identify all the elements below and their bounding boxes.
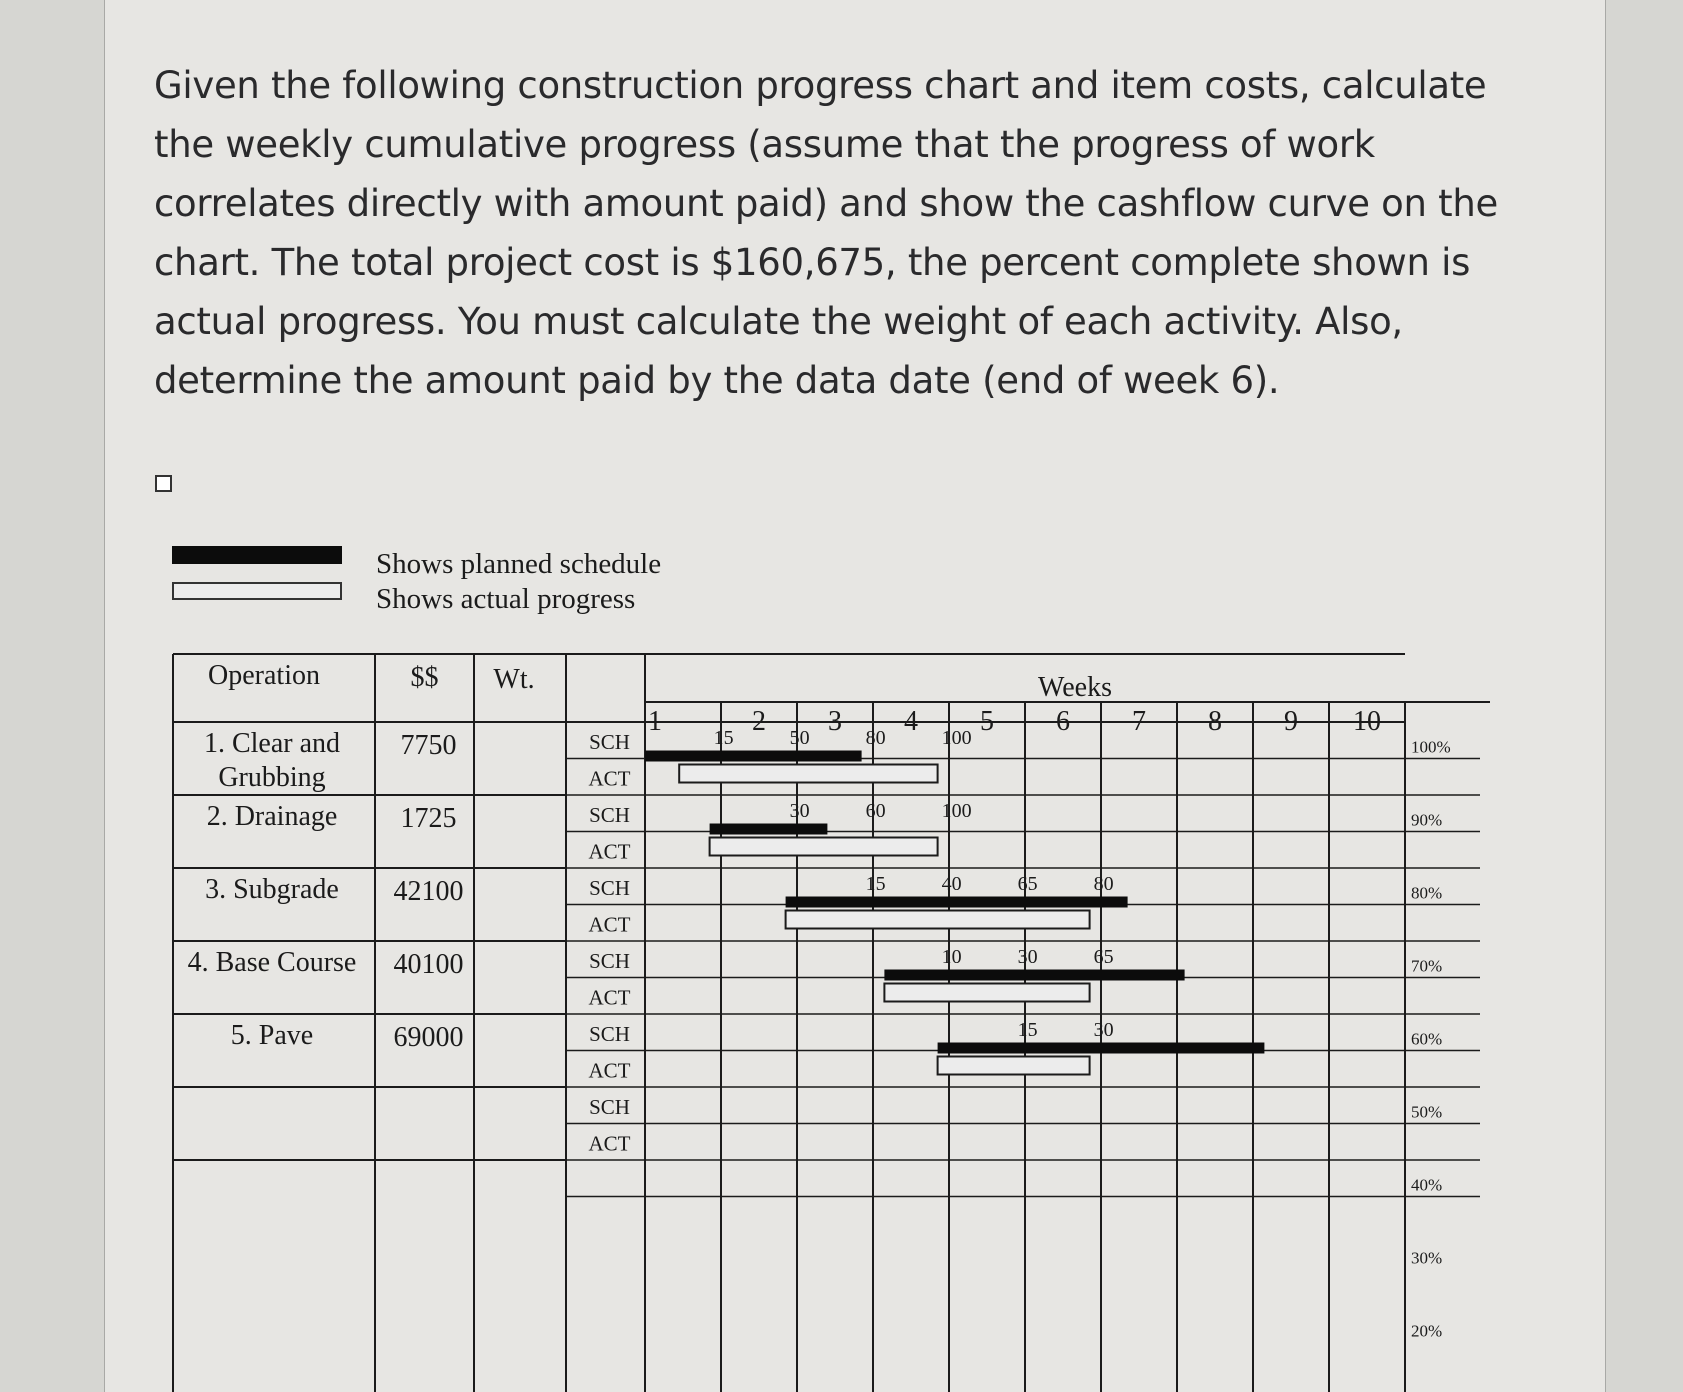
row-type-sch: SCH — [589, 876, 630, 900]
percent-complete-label: 10 — [941, 946, 962, 968]
row-type-sch: SCH — [589, 803, 630, 827]
percent-complete-label: 65 — [1093, 946, 1114, 968]
percent-complete-label: 15 — [1017, 1019, 1038, 1041]
schedule-bar — [645, 751, 862, 762]
row-type-act: ACT — [588, 766, 631, 791]
schedule-bar — [884, 970, 1184, 981]
operation-name: 4. Base Course — [187, 947, 357, 978]
row-type-sch: SCH — [589, 730, 630, 754]
week-number-1: 1 — [648, 706, 662, 737]
row-type-act: ACT — [588, 912, 631, 937]
operation-cost: 1725 — [400, 803, 457, 834]
legend-actual-label: Shows actual progress — [376, 583, 636, 615]
cumulative-percent-label: 20% — [1411, 1321, 1443, 1341]
weight-header: Wt. — [493, 664, 535, 695]
percent-complete-label: 100 — [941, 800, 972, 822]
operation-name: 2. Drainage — [206, 801, 338, 832]
cumulative-percent-label: 30% — [1411, 1248, 1443, 1268]
cumulative-percent-label: 80% — [1411, 883, 1443, 903]
percent-complete-label: 60 — [865, 800, 886, 822]
percent-complete-label: 50 — [789, 727, 810, 749]
legend-planned-label: Shows planned schedule — [376, 548, 662, 580]
row-type-act: ACT — [588, 1131, 631, 1156]
week-number-4: 4 — [904, 706, 918, 737]
cumulative-percent-label: 90% — [1411, 810, 1443, 830]
operation-name: 3. Subgrade — [205, 874, 339, 905]
percent-complete-label: 15 — [865, 873, 886, 895]
week-number-9: 9 — [1284, 706, 1298, 737]
operation-cost: 40100 — [393, 949, 464, 980]
row-type-act: ACT — [588, 1058, 631, 1083]
cost-header: $$ — [410, 662, 439, 693]
schedule-bar — [786, 897, 1128, 908]
row-type-act: ACT — [588, 985, 631, 1010]
operation-name: Grubbing — [218, 762, 326, 793]
percent-complete-label: 65 — [1017, 873, 1038, 895]
row-type-sch: SCH — [589, 1095, 630, 1119]
row-type-sch: SCH — [589, 1022, 630, 1046]
actual-progress-bar — [938, 1057, 1090, 1075]
operation-cost: 42100 — [393, 876, 464, 907]
actual-progress-bar — [884, 984, 1089, 1002]
row-type-sch: SCH — [589, 949, 630, 973]
percent-complete-label: 80 — [1093, 873, 1114, 895]
percent-complete-label: 30 — [1093, 1019, 1114, 1041]
week-number-2: 2 — [752, 706, 766, 737]
weeks-header: Weeks — [1038, 672, 1112, 703]
schedule-bar — [938, 1043, 1265, 1054]
week-number-7: 7 — [1132, 706, 1146, 737]
schedule-bar — [710, 824, 828, 835]
percent-complete-label: 30 — [789, 800, 810, 822]
operation-header: Operation — [208, 660, 320, 691]
operation-cost: 7750 — [400, 730, 457, 761]
percent-complete-label: 100 — [941, 727, 972, 749]
actual-progress-bar — [710, 838, 938, 856]
week-number-8: 8 — [1208, 706, 1222, 737]
cumulative-percent-label: 60% — [1411, 1029, 1443, 1049]
week-number-6: 6 — [1056, 706, 1070, 737]
actual-progress-bar — [679, 765, 937, 783]
percent-complete-label: 40 — [941, 873, 962, 895]
week-number-3: 3 — [828, 706, 842, 737]
percent-complete-label: 80 — [865, 727, 886, 749]
operation-name: 5. Pave — [230, 1020, 314, 1051]
week-number-5: 5 — [980, 706, 994, 737]
operation-cost: 69000 — [393, 1022, 464, 1053]
question-text: Given the following construction progress chart and item costs, calculate the weekly cumulative progress (assume that the progress of work correlates directly with amount paid) and show the cashflow curve on the chart. The total project cost is $160,675, the percent complete shown is actual progress. You must calculate the weight of each activity. Also, determine the amount paid by the data date (end of week 6). — [154, 64, 1498, 402]
cumulative-percent-label: 40% — [1411, 1175, 1443, 1195]
cumulative-percent-label: 70% — [1411, 956, 1443, 976]
cumulative-percent-label: 50% — [1411, 1102, 1443, 1122]
operation-name: 1. Clear and — [203, 728, 341, 759]
week-number-10: 10 — [1353, 706, 1381, 737]
percent-complete-label: 15 — [713, 727, 734, 749]
cumulative-percent-label: 100% — [1411, 737, 1451, 757]
percent-complete-label: 30 — [1017, 946, 1038, 968]
row-type-act: ACT — [588, 839, 631, 864]
actual-progress-bar — [786, 911, 1090, 929]
